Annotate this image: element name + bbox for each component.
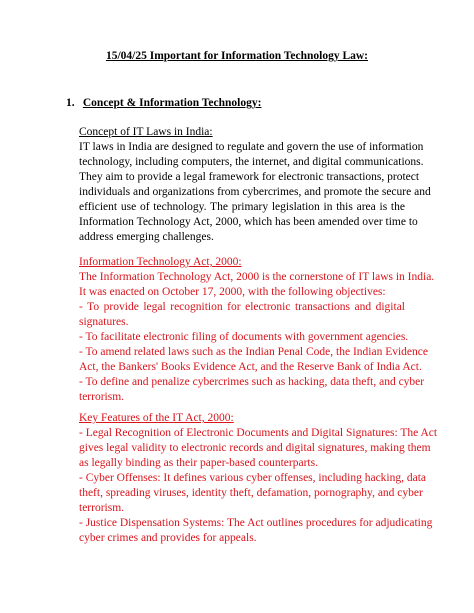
paragraph-line: They aim to provide a legal framework for electronic transactions, protect <box>79 171 420 183</box>
section-heading <box>66 97 261 109</box>
paragraph-line: technology, including computers, the internet, and digital communications. <box>79 156 424 168</box>
paragraph-line: It was enacted on October 17, 2000, with the following objectives: <box>79 286 386 298</box>
section-it-act <box>79 255 435 405</box>
objective-item-continued: terrorism. <box>79 391 125 403</box>
paragraph-line: IT laws in India are designed to regulate and govern the use of information <box>79 141 424 153</box>
feature-item-continued: gives legal validity to electronic records and digital signatures, making them <box>79 442 431 454</box>
feature-item: - Justice Dispensation Systems: The Act outlines procedures for adjudicating <box>79 517 433 529</box>
paragraph-line: efficient use of technology. The primary legislation in this area is the <box>79 201 405 213</box>
feature-item-continued: cyber crimes and provides for appeals. <box>79 532 257 544</box>
objective-item-continued: Act, the Bankers' Books Evidence Act, and the Reserve Bank of India Act. <box>79 361 422 373</box>
paragraph-line: address emerging challenges. <box>79 231 214 243</box>
paragraph-line: individuals and organizations from cybercrimes, and promote the secure and <box>79 186 431 198</box>
section-key-features <box>79 411 438 546</box>
section-concept <box>79 125 431 245</box>
subheading-it-act: Information Technology Act, 2000: <box>79 256 242 268</box>
objective-item-continued: signatures. <box>79 316 129 328</box>
heading-text: Concept & Information Technology: <box>82 97 262 109</box>
paragraph-line: Information Technology Act, 2000, which has been amended over time to <box>79 216 418 228</box>
heading-number: 1. <box>66 97 75 109</box>
feature-item-continued: theft, spreading viruses, identity theft, defamation, pornography, and cyber <box>79 487 423 499</box>
paragraph-line: The Information Technology Act, 2000 is the cornerstone of IT laws in India. <box>79 271 435 283</box>
objective-item: - To facilitate electronic filing of documents with government agencies. <box>79 331 409 343</box>
feature-item-continued: as legally binding as their paper-based counterparts. <box>79 457 318 469</box>
feature-item: - Legal Recognition of Electronic Documents and Digital Signatures: The Act <box>79 427 438 439</box>
feature-item-continued: terrorism. <box>79 502 125 514</box>
subheading-key-features: Key Features of the IT Act, 2000: <box>79 412 234 424</box>
page-title: 15/04/25 Important for Information Technology Law: <box>105 50 369 62</box>
objective-item: - To amend related laws such as the Indian Penal Code, the Indian Evidence <box>79 346 428 358</box>
objective-item: - To provide legal recognition for electronic transactions and digital <box>79 301 405 313</box>
subheading-concept: Concept of IT Laws in India: <box>79 126 213 138</box>
feature-item: - Cyber Offenses: It defines various cyber offenses, including hacking, data <box>79 472 427 484</box>
objective-item: - To define and penalize cybercrimes such as hacking, data theft, and cyber <box>79 376 425 388</box>
